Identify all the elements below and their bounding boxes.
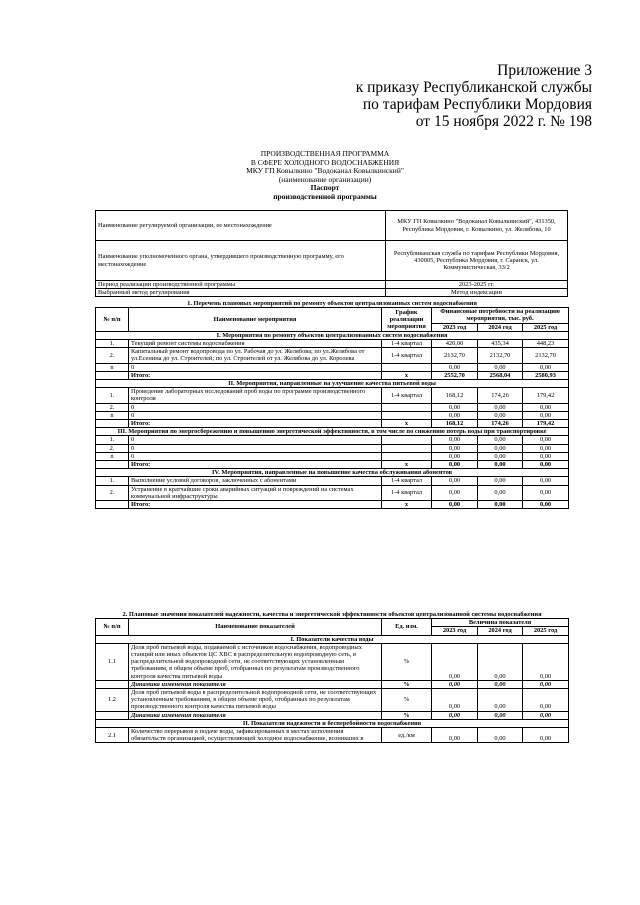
cell: Итого: xyxy=(129,461,382,469)
cell: 0,00 xyxy=(478,444,523,452)
table-title: 2. Плановые значения показателей надежности, качества и энергетической эффективности объектов централизованной системы водоснабжения xyxy=(122,611,542,618)
dynamics-row xyxy=(96,680,569,688)
cell: x xyxy=(382,371,432,379)
cell: 0 xyxy=(129,452,382,460)
cell: 174,26 xyxy=(478,420,523,428)
cell: 2580,93 xyxy=(523,371,569,379)
table-row xyxy=(96,728,569,743)
table-row xyxy=(96,340,569,348)
column-header: 2025 год xyxy=(523,323,569,331)
organization-name: МКУ ГП Ковылкино "Водоканал Ковылкинский" xyxy=(246,166,404,175)
organization-caption: (наименование организации) xyxy=(278,174,372,184)
cell: 174,26 xyxy=(478,388,523,403)
cell: 0,00 xyxy=(523,728,569,743)
cell: 0,00 xyxy=(523,444,569,452)
cell: x xyxy=(382,461,432,469)
cell: 0,00 xyxy=(432,411,478,419)
cell: 179,42 xyxy=(523,388,569,403)
passport-label: Период реализации производственной программы xyxy=(96,281,386,289)
cell: n xyxy=(96,411,129,419)
cell: 0,00 xyxy=(432,485,478,500)
cell: 0,00 xyxy=(478,363,523,371)
cell: ед./км xyxy=(382,728,432,743)
appendix-line: по тарифам Республики Мордовия xyxy=(362,96,592,113)
cell: 0,00 xyxy=(523,461,569,469)
cell: 2. xyxy=(96,485,129,500)
appendix-line: к приказу Республиканской службы xyxy=(355,79,592,96)
column-header: 2025 год xyxy=(523,627,569,635)
cell: 0,00 xyxy=(478,436,523,444)
program-header xyxy=(95,150,555,201)
table-row xyxy=(96,348,569,363)
table-row xyxy=(96,363,569,371)
cell: 0,00 xyxy=(478,689,523,712)
cell: Динамика изменения показателя xyxy=(129,680,382,688)
appendix-block xyxy=(0,62,640,130)
cell: 0,00 xyxy=(523,643,569,680)
cell: 1. xyxy=(96,388,129,403)
total-row xyxy=(96,420,569,428)
cell: 0 xyxy=(129,403,382,411)
table-row xyxy=(96,485,569,500)
cell: Доля проб питьевой воды в распределительной водопроводной сети, не соответствующих установленным требованиям, в общем объеме проб, отобранных по результатам производственного контроля качества питьевой воды xyxy=(129,689,382,712)
column-header: Ед. изм. xyxy=(382,619,432,635)
cell: 0,00 xyxy=(523,711,569,719)
column-header: График реализации мероприятия xyxy=(382,308,432,332)
cell: x xyxy=(382,420,432,428)
cell: 0,00 xyxy=(478,452,523,460)
cell: n xyxy=(96,452,129,460)
table-row xyxy=(96,689,569,712)
cell: 0,00 xyxy=(523,680,569,688)
cell: 2132,70 xyxy=(432,348,478,363)
table-header-row xyxy=(96,619,569,627)
cell xyxy=(382,444,432,452)
cell: 0,00 xyxy=(478,485,523,500)
column-header: 2023 год xyxy=(432,627,478,635)
cell: Итого: xyxy=(129,371,382,379)
total-row xyxy=(96,461,569,469)
total-row xyxy=(96,371,569,379)
indicators-table xyxy=(95,611,569,743)
cell: 0,00 xyxy=(523,436,569,444)
cell: 1-4 квартал xyxy=(382,388,432,403)
section-heading: III. Мероприятия по энергосбережению и повышению энергетической эффективности, в том числе по снижению потерь воды при транспортировке xyxy=(96,428,569,436)
table-row xyxy=(96,211,568,241)
table-row xyxy=(96,643,569,680)
passport-label: Наименование уполномоченного органа, утвердившего производственную программу, его местонахождение xyxy=(96,241,386,281)
cell: 1-4 квартал xyxy=(382,348,432,363)
column-header: № п/п xyxy=(96,619,129,635)
passport-value: 2023-2025 гг. xyxy=(386,281,568,289)
cell: Выполнение условий договоров, заключенных с абонентами xyxy=(129,477,382,485)
cell: 0,00 xyxy=(478,728,523,743)
cell: 0,00 xyxy=(478,501,523,509)
table-header-row xyxy=(96,308,569,323)
cell: 1.2 xyxy=(96,689,129,712)
appendix-line: от 15 ноября 2022 г. № 198 xyxy=(415,113,592,130)
cell: 2132,70 xyxy=(523,348,569,363)
cell: 420,00 xyxy=(432,340,478,348)
table-row xyxy=(96,241,568,281)
column-header: 2023 год xyxy=(432,323,478,331)
cell: 0,00 xyxy=(432,444,478,452)
cell: 2.1 xyxy=(96,728,129,743)
table-row xyxy=(96,444,569,452)
cell: 0,00 xyxy=(432,477,478,485)
cell: 0,00 xyxy=(523,403,569,411)
cell: % xyxy=(382,689,432,712)
section-heading: I. Мероприятия по ремонту объектов централизованных систем водоснабжения xyxy=(96,331,569,339)
section-heading: I. Показатели качества воды xyxy=(96,635,569,643)
cell: 1.1 xyxy=(96,643,129,680)
cell: Капитальный ремонт водопровода по ул. Рабочая до ул. Желябова; по ул.Желябова от ул.Есенина до ул. Строителей; по ул. Строителей от ул. Желябова до ул. Королева xyxy=(129,348,382,363)
program-subtitle: В СФЕРЕ ХОЛОДНОГО ВОДОСНАБЖЕНИЯ xyxy=(250,157,400,167)
repair-measures-table xyxy=(95,300,569,509)
cell: 0,00 xyxy=(478,403,523,411)
passport-label: Выбранный метод регулирования xyxy=(96,289,386,297)
passport-value: Метод индексации xyxy=(386,289,568,297)
total-row xyxy=(96,501,569,509)
cell: 2568,04 xyxy=(478,371,523,379)
column-header: Финансовые потребности на реализацию мероприятия, тыс. руб. xyxy=(432,308,569,323)
cell: 0 xyxy=(129,444,382,452)
cell: 0,00 xyxy=(432,689,478,712)
table-row xyxy=(96,436,569,444)
cell: 1. xyxy=(96,477,129,485)
cell xyxy=(382,363,432,371)
cell: 0,00 xyxy=(523,501,569,509)
cell: 0,00 xyxy=(432,643,478,680)
cell: % xyxy=(382,711,432,719)
table-row xyxy=(96,477,569,485)
cell: 2132,70 xyxy=(478,348,523,363)
cell: 168,12 xyxy=(432,388,478,403)
cell: 0,00 xyxy=(478,477,523,485)
cell: 2. xyxy=(96,348,129,363)
cell xyxy=(382,403,432,411)
cell: 0,00 xyxy=(432,501,478,509)
cell: 1-4 квартал xyxy=(382,340,432,348)
passport-value: МКУ ГП Ковылкино "Водоканал Ковылкинский", 431350, Республика Мордовия, г. Ковылкино, ул. Желябова, 10 xyxy=(386,211,568,241)
cell: 0,00 xyxy=(523,411,569,419)
cell: 0 xyxy=(129,411,382,419)
cell: Доля проб питьевой воды, подаваемой с источников водоснабжения, водопроводных станций или иных объектов ЦС ХВС в распределительную водопроводную сеть, в распределительной водопроводной сети, не соответствующих установленным требованиям, в общем объеме проб, отобранных по результатам производственного контроля качества питьевой воды xyxy=(129,643,382,680)
cell: 435,34 xyxy=(478,340,523,348)
cell: 0 xyxy=(129,363,382,371)
column-header: Величина показателя xyxy=(432,619,569,627)
table-row xyxy=(96,281,568,289)
cell: x xyxy=(382,501,432,509)
cell: Итого: xyxy=(129,501,382,509)
passport-subtitle: производственной программы xyxy=(273,191,377,201)
column-header: 2024 год xyxy=(478,627,523,635)
cell xyxy=(382,452,432,460)
passport-title: Паспорт xyxy=(310,183,340,192)
section-heading: II. Показатели надежности и бесперебойности водоснабжения xyxy=(96,719,569,727)
cell: Проведение лабораторных исследований проб воды по программе производственного контроля xyxy=(129,388,382,403)
cell: 1. xyxy=(96,436,129,444)
column-header: Наименование показателей xyxy=(129,619,382,635)
passport-table xyxy=(95,210,568,297)
cell: Количество перерывов в подаче воды, зафиксированных в местах исполнения обязательств организацией, осуществляющей холодное водоснабжение, возникших в xyxy=(129,728,382,743)
cell: 0,00 xyxy=(432,680,478,688)
cell: Динамика изменения показателя xyxy=(129,711,382,719)
column-header: Наименование мероприятия xyxy=(129,308,382,332)
column-header: № п/п xyxy=(96,308,129,332)
cell: 0,00 xyxy=(432,452,478,460)
table-row xyxy=(96,411,569,419)
cell: 0,00 xyxy=(523,689,569,712)
cell: 0,00 xyxy=(523,452,569,460)
passport-label: Наименование регулируемой организации, ее местонахождение xyxy=(96,211,386,241)
cell: Текущий ремонт системы водоснабжения xyxy=(129,340,382,348)
table-row xyxy=(96,452,569,460)
cell: 0,00 xyxy=(432,711,478,719)
passport-value: Республиканская служба по тарифам Республики Мордовия, 430005, Республика Мордовия, г. Саранск, ул. Коммунистическая, 33/2 xyxy=(386,241,568,281)
program-title: ПРОИЗВОДСТВЕННАЯ ПРОГРАММА xyxy=(260,149,390,158)
cell: % xyxy=(382,643,432,680)
cell: Итого: xyxy=(129,420,382,428)
cell: 0,00 xyxy=(432,403,478,411)
appendix-line: Приложение 3 xyxy=(497,62,592,79)
cell: 1. xyxy=(96,340,129,348)
cell: 0,00 xyxy=(478,643,523,680)
cell: 2552,70 xyxy=(432,371,478,379)
table-row xyxy=(96,403,569,411)
cell: 179,42 xyxy=(523,420,569,428)
cell: Устранение в кратчайшие сроки аварийных ситуаций и повреждений на системах коммунальной инфраструктуры xyxy=(129,485,382,500)
cell: 168,12 xyxy=(432,420,478,428)
cell: 0 xyxy=(129,436,382,444)
table-row xyxy=(96,388,569,403)
cell: 0,00 xyxy=(432,363,478,371)
cell: 2. xyxy=(96,444,129,452)
cell xyxy=(382,411,432,419)
table-title: 1. Перечень плановых мероприятий по ремонту объектов централизованных систем водоснабжения xyxy=(187,300,477,307)
section-heading: IV. Мероприятия, направленные на повышение качества обслуживания абонентов xyxy=(96,469,569,477)
cell: 0,00 xyxy=(432,436,478,444)
section-heading: II. Мероприятия, направленные на улучшение качества питьевой воды xyxy=(96,380,569,388)
cell: % xyxy=(382,680,432,688)
cell: 0,00 xyxy=(523,485,569,500)
cell xyxy=(382,436,432,444)
cell: 0,00 xyxy=(523,477,569,485)
table-row xyxy=(96,289,568,297)
column-header: 2024 год xyxy=(478,323,523,331)
cell: n xyxy=(96,363,129,371)
cell: 1-4 квартал xyxy=(382,485,432,500)
cell: 2. xyxy=(96,403,129,411)
cell: 0,00 xyxy=(432,461,478,469)
cell: 0,00 xyxy=(523,363,569,371)
cell: 1-4 квартал xyxy=(382,477,432,485)
dynamics-row xyxy=(96,711,569,719)
cell: 448,23 xyxy=(523,340,569,348)
cell: 0,00 xyxy=(432,728,478,743)
cell: 0,00 xyxy=(478,711,523,719)
cell: 0,00 xyxy=(478,461,523,469)
cell: 0,00 xyxy=(478,680,523,688)
cell: 0,00 xyxy=(478,411,523,419)
